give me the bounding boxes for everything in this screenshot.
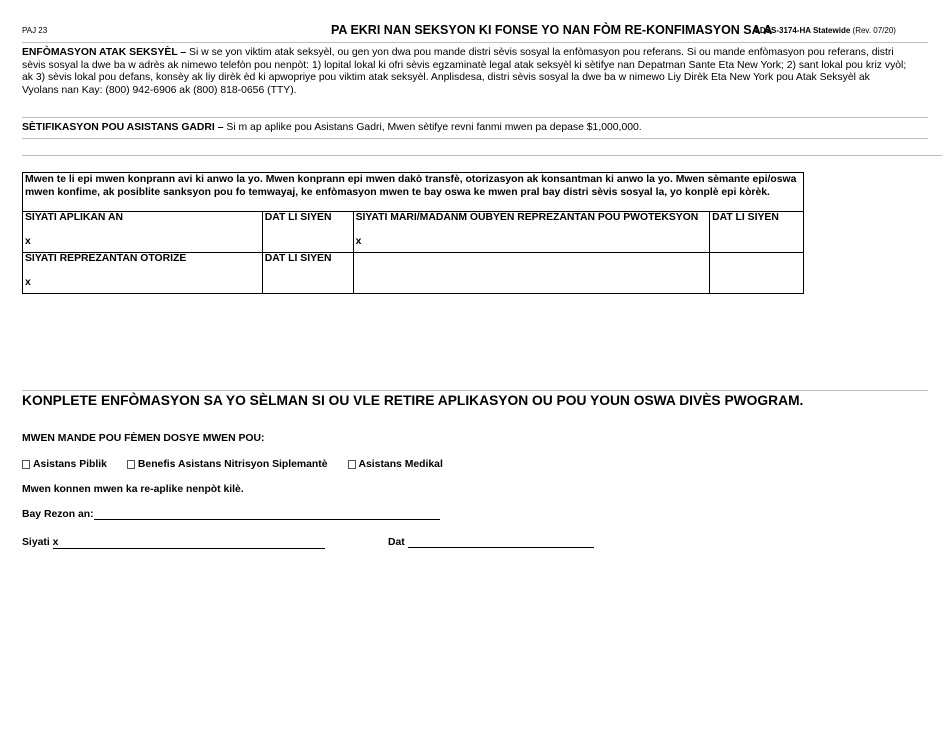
form-id	[755, 26, 896, 35]
signature-x-mark: x	[355, 236, 362, 247]
burial-text: Si m ap aplike pou Asistans Gadri, Mwen sètifye revni fanmi mwen pa depase $1,000,000.	[226, 122, 642, 133]
form-revision: (Rev. 07/20)	[852, 26, 896, 35]
sexual-assault-text: Si w se yon viktim atak seksyèl, ou gen yon dwa pou mande distri sèvis sosyal la enfòmasyon pou referans. Si ou mande enfòmasyon pou referans, distri sèvis sosyal la dwe ba w adrès ak nimewo telefòn pou nenpòt: 1) lopital lokal ki ofri sèvis egzaminatè legal atak seksyèl ki sètifye nan Depatman Sante Eta New York; 2) sant lokal pou kriz vyòl; ak 3) sèvis lokal pou defans, konsèy ak liy dirèk èd ki apwopriye pou viktim atak seksyèl. Anplisdesa, distri sèvis sosyal la dwe ba w nimewo Liy Dirèk Eta New York pou Atak Seksyèl ak Vyolans nan Kay: (800) 942-6906 ak (800) 818-0656 (TTY).	[22, 47, 907, 96]
divider	[22, 155, 942, 156]
close-case-label: MWEN MANDE POU FÈMEN DOSYE MWEN POU:	[22, 433, 265, 444]
burial-label: SÈTIFIKASYON POU ASISTANS GADRI –	[22, 122, 224, 133]
option-snap[interactable]	[127, 459, 328, 470]
option-label: Benefis Asistans Nitrisyon Siplemantè	[137, 459, 328, 470]
signature-row	[22, 537, 325, 549]
option-medical-assistance[interactable]	[348, 459, 443, 470]
reason-row	[22, 509, 440, 520]
date-signed-label: DAT LI SIYEN	[264, 253, 332, 264]
checkbox[interactable]	[22, 460, 30, 469]
signature-x-mark: x	[25, 277, 31, 288]
date-signed-label: DAT LI SIYEN	[264, 212, 332, 223]
signature-table	[22, 172, 804, 294]
date-signed-label: DAT LI SIYEN	[712, 212, 779, 223]
attestation-statement: Mwen te li epi mwen konprann avi ki anwo la yo. Mwen konprann epi mwen dakò transfè, otorizasyon ak konsantman ki anwo la yo. Mwen sèmante epi/oswa mwen konfime, ak posiblite sanksyon pou fo temwayaj, ke enfòmasyon mwen te bay oswa ke mwen pral bay distri sèvis sosyal la, yo konplè epi kòrèk.	[23, 173, 804, 212]
applicant-date-field[interactable]	[262, 212, 353, 253]
page-number: PAJ 23	[22, 26, 48, 35]
checkbox[interactable]	[127, 460, 135, 469]
option-public-assistance[interactable]	[22, 459, 107, 470]
option-label: Asistans Medikal	[358, 459, 443, 470]
authorized-rep-signature-label: SIYATI REPREZANTAN OTORIZE	[25, 253, 187, 264]
withdraw-section-title: KONPLETE ENFÒMASYON SA YO SÈLMAN SI OU VLE RETIRE APLIKASYON OU POU YOUN OSWA DIVÈS PWOGRAM.	[22, 393, 804, 408]
program-options	[22, 459, 463, 470]
divider	[22, 138, 928, 139]
checkbox[interactable]	[348, 460, 356, 469]
date-label: Dat	[388, 537, 405, 548]
signature-x-mark: x	[25, 236, 31, 247]
divider	[22, 117, 928, 118]
reapply-notice: Mwen konnen mwen ka re-aplike nenpòt kilè.	[22, 484, 244, 495]
burial-certification	[22, 122, 907, 135]
signature-x-mark: x	[52, 537, 59, 548]
reason-label: Bay Rezon an:	[22, 509, 94, 520]
divider	[22, 390, 928, 391]
divider	[22, 42, 928, 43]
spouse-signature-label: SIYATI MARI/MADANM OUBYEN REPREZANTAN POU PWOTEKSYON	[355, 212, 699, 223]
empty-cell[interactable]	[710, 253, 804, 294]
sexual-assault-label: ENFÒMASYON ATAK SEKSYÈL –	[22, 47, 187, 58]
authorized-rep-date-field[interactable]	[262, 253, 353, 294]
form-code: LDSS-3174-HA Statewide	[755, 26, 851, 35]
empty-cell[interactable]	[353, 253, 709, 294]
signature-input-line[interactable]	[53, 537, 325, 549]
applicant-signature-label: SIYATI APLIKAN AN	[25, 212, 123, 223]
option-label: Asistans Piblik	[33, 459, 107, 470]
reason-input-line[interactable]	[94, 509, 440, 520]
applicant-signature-field[interactable]	[23, 212, 263, 253]
signature-label: Siyati	[22, 537, 50, 548]
authorized-rep-signature-field[interactable]	[23, 253, 263, 294]
date-row	[388, 537, 594, 548]
sexual-assault-notice	[22, 47, 907, 97]
page-title: PA EKRI NAN SEKSYON KI FONSE YO NAN FÒM RE-KONFIMASYON SA A	[331, 23, 773, 37]
spouse-date-field[interactable]	[710, 212, 804, 253]
spouse-signature-field[interactable]	[353, 212, 709, 253]
date-input-line[interactable]	[408, 537, 594, 548]
